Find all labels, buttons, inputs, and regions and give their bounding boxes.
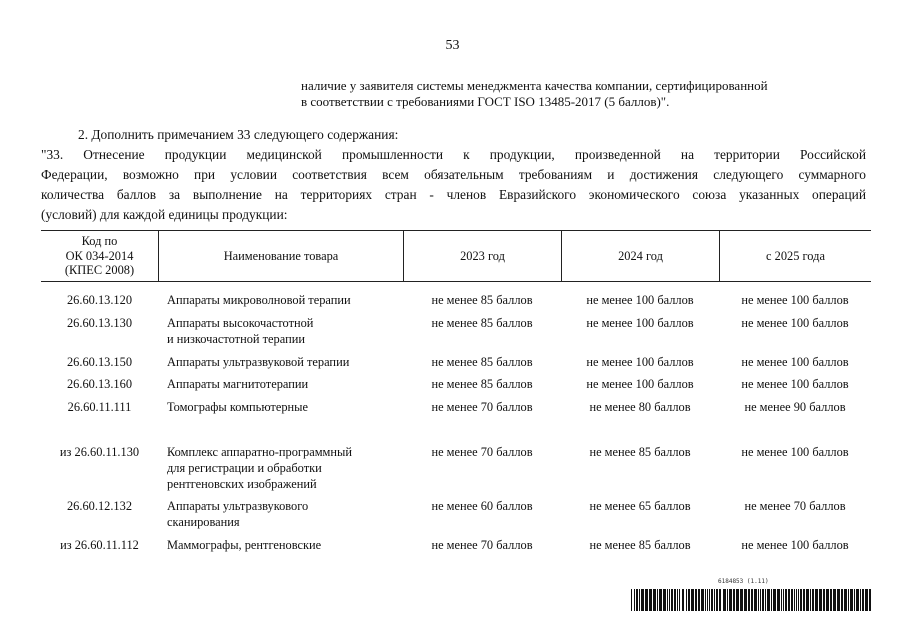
paragraph-line: Федерации, возможно при условии соответствия всем обязательным требованиям и достижения следующего суммарного xyxy=(41,167,866,182)
table-row-name: Аппараты магнитотерапии xyxy=(167,377,309,391)
header-2023: 2023 год xyxy=(460,248,505,263)
table-row-code: 26.60.13.150 xyxy=(66,355,133,369)
table-row-name: Аппараты высокочастотной xyxy=(167,316,314,330)
table-row-2025: не менее 100 баллов xyxy=(741,538,849,552)
table-row-code: из 26.60.11.112 xyxy=(60,538,139,552)
header-2024: 2024 год xyxy=(618,248,663,263)
table-row-name: Аппараты ультразвуковой терапии xyxy=(167,355,350,369)
table-row-2023: не менее 85 баллов xyxy=(431,377,533,391)
barcode-label: 6184853 (1.11) xyxy=(718,578,769,585)
table-row-name: для регистрации и обработки xyxy=(167,461,322,475)
continuation-text xyxy=(301,78,861,110)
table-row-2024: не менее 80 баллов xyxy=(589,400,691,414)
table-row-2023: не менее 70 баллов xyxy=(431,538,533,552)
page-number: 53 xyxy=(445,38,460,53)
table-row-name: Томографы компьютерные xyxy=(167,400,308,414)
table-row-2024: не менее 100 баллов xyxy=(586,377,694,391)
table-row-name: и низкочастотной терапии xyxy=(167,332,305,346)
table-row-2025: не менее 100 баллов xyxy=(741,377,849,391)
table-row-name: Маммографы, рентгеновские xyxy=(167,538,322,552)
table-row-code: 26.60.11.111 xyxy=(67,400,132,414)
header-code-line: (КПЕС 2008) xyxy=(64,263,135,278)
table-row-name: Аппараты микроволновой терапии xyxy=(167,293,351,307)
table-row-2024: не менее 65 баллов xyxy=(589,499,691,513)
table-row-2024: не менее 85 баллов xyxy=(589,538,691,552)
table-row-name: Аппараты ультразвукового xyxy=(167,499,309,513)
table-row-name: Комплекс аппаратно-программный xyxy=(167,445,352,459)
table-row-2023: не менее 70 баллов xyxy=(431,445,533,459)
continuation-line: наличие у заявителя системы менеджмента качества компании, сертифицированной xyxy=(301,78,768,93)
note-33-paragraph xyxy=(41,145,866,225)
header-code xyxy=(41,231,158,281)
header-code-line: ОК 034-2014 xyxy=(65,248,134,263)
barcode xyxy=(631,589,874,611)
paragraph-line: количества баллов за выполнение на территориях стран - членов Евразийского экономического союза указанных операций xyxy=(41,187,866,202)
table-row-2025: не менее 90 баллов xyxy=(744,400,846,414)
table-row-name: рентгеновских изображений xyxy=(167,477,317,491)
table-row-code: 26.60.13.120 xyxy=(66,293,133,307)
table-row-2024: не менее 100 баллов xyxy=(586,355,694,369)
header-code-line: Код по xyxy=(81,234,118,249)
table-row-2024: не менее 85 баллов xyxy=(589,445,691,459)
table-row-2023: не менее 85 баллов xyxy=(431,316,533,330)
table-row-2025: не менее 100 баллов xyxy=(741,293,849,307)
table-row-code: 26.60.12.132 xyxy=(66,499,133,513)
amendment-item-2: 2. Дополнить примечанием 33 следующего содержания: xyxy=(78,127,399,142)
table-row-code: 26.60.13.130 xyxy=(66,316,133,330)
table-header-border xyxy=(41,281,871,282)
header-2025: с 2025 года xyxy=(766,248,825,263)
table-row-2023: не менее 70 баллов xyxy=(431,400,533,414)
header-product-name: Наименование товара xyxy=(223,248,339,263)
table-row-2023: не менее 85 баллов xyxy=(431,293,533,307)
paragraph-line: (условий) для каждой единицы продукции: xyxy=(41,207,288,222)
paragraph-line: "33. Отнесение продукции медицинской промышленности к продукции, произведенной на территории Российской xyxy=(41,147,866,162)
table-row-code: 26.60.13.160 xyxy=(66,377,133,391)
table-row-2023: не менее 60 баллов xyxy=(431,499,533,513)
continuation-line: в соответствии с требованиями ГОСТ ISO 13485-2017 (5 баллов)". xyxy=(301,94,670,109)
table-row-2025: не менее 100 баллов xyxy=(741,316,849,330)
table-row-code: из 26.60.11.130 xyxy=(59,445,140,459)
table-row-2025: не менее 100 баллов xyxy=(741,355,849,369)
table-row-2024: не менее 100 баллов xyxy=(586,293,694,307)
table-row-2024: не менее 100 баллов xyxy=(586,316,694,330)
table-row-name: сканирования xyxy=(167,515,240,529)
table-row-2023: не менее 85 баллов xyxy=(431,355,533,369)
table-row-2025: не менее 100 баллов xyxy=(741,445,849,459)
table-row-2025: не менее 70 баллов xyxy=(744,499,846,513)
